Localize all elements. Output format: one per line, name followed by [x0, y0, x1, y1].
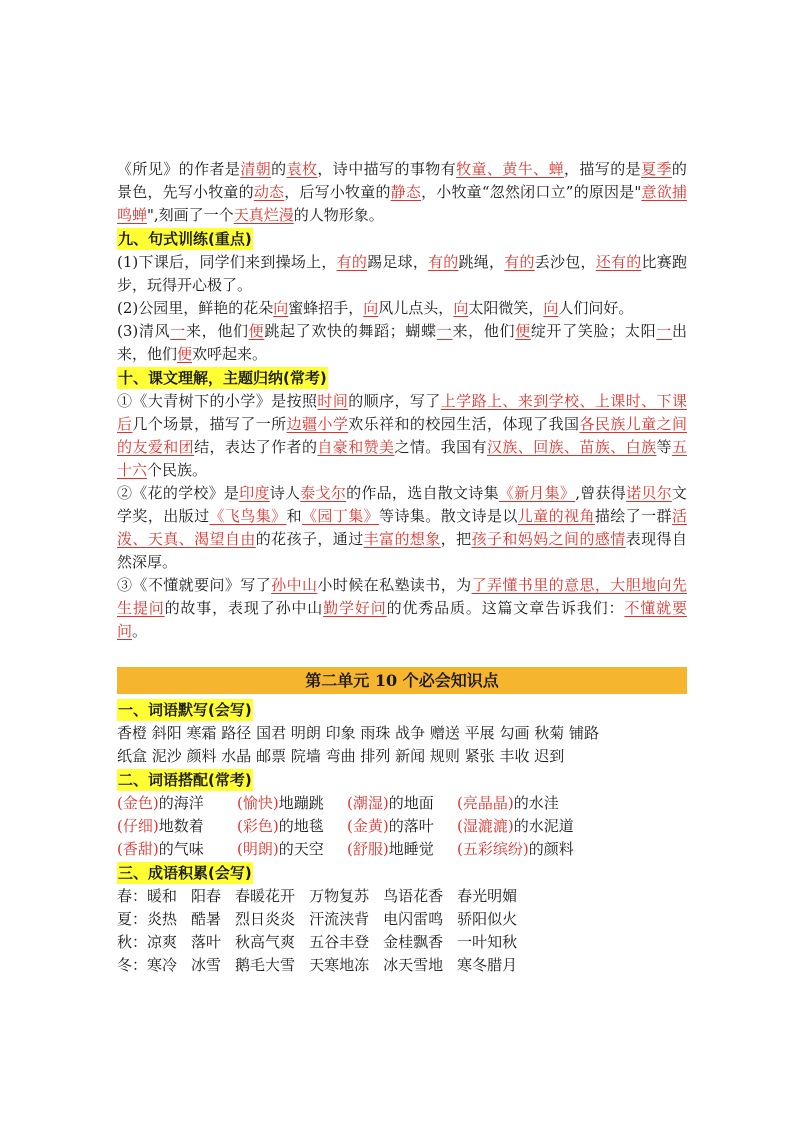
idiom: 阳春 [191, 887, 222, 905]
collocation-noun: 地数着 [158, 817, 204, 835]
sec9-item [117, 320, 687, 366]
text-run: ",刻画了一个 [147, 206, 234, 224]
section-9-body [117, 251, 687, 366]
collocation-noun: 地睡觉 [388, 840, 434, 858]
collocation-noun: 的气味 [158, 840, 204, 858]
text-run: 结，表达了作者的 [194, 438, 318, 456]
collocation-item [237, 792, 347, 815]
text-run: 小时候在私塾读书，为 [317, 576, 472, 594]
sec10-item [117, 482, 687, 574]
key-answer: 向 [543, 299, 559, 317]
text-run: ，把 [440, 530, 472, 548]
section-10-body [117, 390, 687, 643]
text-run: 绽开了笑脸；太阳 [530, 322, 657, 340]
key-answer: 还有的 [595, 253, 642, 271]
collocation-noun: 的水洼 [513, 794, 559, 812]
key-answer: 上学路上、来到学校、上课时、下课后 [117, 392, 687, 433]
text-run: 表现得自然深厚。 [117, 530, 687, 571]
text-run: 的优秀品质。这篇文章告诉我们： [386, 599, 625, 617]
key-answer: 丰富的想象 [363, 530, 441, 548]
idiom: 凉爽 [147, 933, 178, 951]
idiom: 电闪雷鸣 [383, 910, 444, 928]
text-run: 个民族。 [147, 461, 208, 479]
key-answer: 清朝 [240, 160, 272, 178]
word-list-line-1: 香橙 斜阳 寒霜 路径 国君 明朗 印象 雨珠 战争 赠送 平展 勾画 秋菊 铺路 [117, 724, 599, 742]
collocation-grid [117, 792, 687, 861]
text-run: 等 [656, 438, 672, 456]
text-run: (3)清风 [117, 322, 171, 340]
collocation-answer: (明朗) [237, 840, 279, 858]
key-answer: 一 [170, 322, 186, 340]
text-run: 。 [132, 622, 148, 640]
text-run: 文学奖，出版过 [117, 484, 687, 525]
key-answer: 儿童的视角 [517, 507, 595, 525]
collocation-answer: (五彩缤纷) [457, 840, 529, 858]
collocation-item [117, 838, 237, 861]
text-run: 太阳微笑， [468, 299, 544, 317]
key-answer: 便 [515, 322, 531, 340]
collocation-item [117, 792, 237, 815]
key-answer: 有的 [504, 253, 535, 271]
text-run: 跳起了欢快的舞蹈；蝴蝶 [264, 322, 437, 340]
text-run: 之情。我国有 [394, 438, 487, 456]
key-answer: 各民族儿童之间的友爱和团 [117, 415, 687, 456]
idiom-row [117, 931, 687, 954]
key-answer: 边疆小学 [286, 415, 349, 433]
collocation-answer: (仔细) [117, 817, 159, 835]
key-answer: 泰戈尔 [300, 484, 347, 502]
text-run: 比赛跑步，玩得开心极了。 [117, 253, 687, 294]
collocation-item [347, 792, 457, 815]
key-answer: 向 [273, 299, 289, 317]
text-run: 风儿点头， [378, 299, 454, 317]
text-run: 的顺序，写了 [348, 392, 441, 410]
collocation-item [117, 815, 237, 838]
sec10-item [117, 574, 687, 643]
key-answer: 意欲捕鸣蝉 [117, 183, 687, 224]
idiom: 落叶 [191, 933, 222, 951]
key-answer: 印度 [239, 484, 270, 502]
season-label: 春： [117, 887, 148, 905]
text-run: (1)下课后，同学们来到操场上， [117, 253, 337, 271]
idiom: 酷暑 [191, 910, 222, 928]
text-run: 《所见》的作者是 [117, 160, 241, 178]
sec9-item [117, 297, 687, 320]
key-answer: 便 [248, 322, 265, 340]
collocation-noun: 的天空 [278, 840, 324, 858]
collocation-answer: (湿漉漉) [457, 817, 514, 835]
text-run: 来，他们 [452, 322, 516, 340]
collocation-answer: (亮晶晶) [457, 794, 514, 812]
idiom: 汗流浃背 [309, 910, 370, 928]
text-run: 踢足球， [367, 253, 429, 271]
idiom: 寒冬腊月 [457, 956, 518, 974]
section-10-heading: 十、课文理解，主题归纳(常考) [118, 369, 327, 387]
idiom: 鹅毛大雪 [235, 956, 296, 974]
collocation-item [457, 815, 687, 838]
key-answer: 《飞鸟集》 [209, 507, 287, 525]
key-answer: 活泼、天真、渴望自由 [117, 507, 687, 548]
key-answer: 不懂就要问 [117, 599, 687, 640]
unit-2-part-2-heading: 二、词语搭配(常考) [118, 771, 252, 789]
idiom: 寒冷 [147, 956, 178, 974]
text-run: 欢呼起来。 [192, 345, 268, 363]
key-answer: 向 [453, 299, 469, 317]
text-run: 出来，他们 [117, 322, 687, 363]
text-run: ①《大青树下的小学》是按照 [117, 392, 318, 410]
key-answer: 有的 [428, 253, 459, 271]
collocation-item [457, 792, 687, 815]
text-run: 的 [271, 160, 287, 178]
key-answer: 向 [363, 299, 379, 317]
collocation-item [347, 838, 457, 861]
key-answer: 便 [177, 345, 193, 363]
idiom: 鸟语花香 [383, 887, 444, 905]
section-9-heading: 九、句式训练(重点) [118, 230, 252, 248]
season-label: 冬： [117, 956, 148, 974]
idiom-row [117, 885, 687, 908]
key-answer: 孙中山 [271, 576, 318, 594]
idiom: 冰雪 [191, 956, 222, 974]
text-run: 等诗集。散文诗是以 [379, 507, 518, 525]
intro-paragraph [117, 158, 687, 227]
key-answer: 有的 [336, 253, 368, 271]
idiom-list [117, 885, 687, 977]
key-answer: 汉族、回族、苗族、白族 [486, 438, 657, 456]
collocation-answer: (彩色) [237, 817, 279, 835]
text-run: ②《花的学校》是 [117, 484, 240, 502]
collocation-answer: (愉快) [237, 794, 279, 812]
idiom-row [117, 908, 687, 931]
idiom: 一叶知秋 [457, 933, 518, 951]
key-answer: 袁枚 [286, 160, 318, 178]
text-run: 的人物形象。 [293, 206, 384, 224]
collocation-noun: 的海洋 [158, 794, 204, 812]
key-answer: 静态 [390, 183, 422, 201]
idiom: 春光明媚 [457, 887, 518, 905]
idiom: 炎热 [147, 910, 178, 928]
sec9-item [117, 251, 687, 297]
text-run: 蜜蜂招手， [288, 299, 364, 317]
collocation-item [237, 815, 347, 838]
text-run: 的景色，先写小牧童的 [117, 160, 687, 201]
text-run: 欢乐祥和的校园生活，体现了我国 [348, 415, 580, 433]
key-answer: 牧童、黄牛、蝉 [456, 160, 564, 178]
text-run: ，诗中描写的事物有 [317, 160, 457, 178]
collocation-answer: (潮湿) [347, 794, 389, 812]
key-answer: 诺贝尔 [626, 484, 672, 502]
unit-2-banner: 第二单元 10 个必会知识点 [117, 667, 687, 694]
collocation-item [347, 815, 457, 838]
document-page [117, 158, 687, 977]
collocation-noun: 的地面 [388, 794, 434, 812]
idiom: 暖和 [147, 887, 178, 905]
idiom: 秋高气爽 [235, 933, 296, 951]
collocation-noun: 的落叶 [388, 817, 434, 835]
collocation-noun: 的地毯 [278, 817, 324, 835]
key-answer: 动态 [253, 183, 285, 201]
idiom: 五谷丰登 [309, 933, 370, 951]
key-answer: 一 [656, 322, 672, 340]
collocation-answer: (金色) [117, 794, 159, 812]
key-answer: 了弄懂书里的意思，大胆地向先生提问 [117, 576, 687, 617]
collocation-answer: (金黄) [347, 817, 389, 835]
idiom-row [117, 954, 687, 977]
text-run: 和 [286, 507, 302, 525]
text-run: ，小牧童“忽然闭口立”的原因是" [421, 183, 642, 201]
key-answer: 自豪和赞美 [317, 438, 395, 456]
key-answer: 孩子和妈妈之间的感情 [471, 530, 626, 548]
idiom: 烈日炎炎 [235, 910, 296, 928]
word-list-line-2: 纸盒 泥沙 颜料 水晶 邮票 院墙 弯曲 排列 新闻 规则 紧张 丰收 迟到 [117, 747, 565, 765]
text-run: 来，他们 [185, 322, 249, 340]
text-run: 描绘了一群 [594, 507, 672, 525]
text-run: 几个场景，描写了一所 [132, 415, 287, 433]
sec10-item [117, 390, 687, 482]
text-run: ③《不懂就要问》写了 [117, 576, 272, 594]
key-answer: 时间 [317, 392, 349, 410]
text-run: 的作品，选自散文诗集 [346, 484, 499, 502]
text-run: 人们问好。 [558, 299, 634, 317]
collocation-answer: (舒服) [347, 840, 389, 858]
key-answer: 《园丁集》 [301, 507, 380, 525]
key-answer: 夏季 [641, 160, 672, 178]
text-run: 丢沙包， [534, 253, 596, 271]
text-run: 诗人 [269, 484, 301, 502]
key-answer: 《新月集》 [498, 484, 576, 502]
text-run: ,曾获得 [575, 484, 627, 502]
idiom: 冰天雪地 [383, 956, 444, 974]
idiom: 金桂飘香 [383, 933, 444, 951]
unit-2-part-1-heading: 一、词语默写(会写) [118, 701, 252, 719]
collocation-noun: 地蹦跳 [278, 794, 324, 812]
text-run: (2)公园里，鲜艳的花朵 [117, 299, 274, 317]
idiom: 骄阳似火 [457, 910, 518, 928]
season-label: 秋： [117, 933, 148, 951]
text-run: 跳绳， [458, 253, 505, 271]
text-run: 的故事，表现了孙中山 [164, 599, 324, 617]
collocation-item [457, 838, 687, 861]
collocation-noun: 的颜料 [528, 840, 574, 858]
idiom: 春暖花开 [235, 887, 296, 905]
collocation-noun: 的水泥道 [513, 817, 574, 835]
text-run: 的花孩子，通过 [255, 530, 364, 548]
key-answer: 勤学好问 [323, 599, 387, 617]
season-label: 夏： [117, 910, 148, 928]
text-run: ，后写小牧童的 [284, 183, 391, 201]
idiom: 万物复苏 [309, 887, 370, 905]
idiom: 天寒地冻 [309, 956, 370, 974]
key-answer: 五十六 [117, 438, 687, 479]
collocation-item [237, 838, 347, 861]
unit-2-part-3-heading: 三、成语积累(会写) [118, 864, 252, 882]
text-run: ，描写的是 [564, 160, 642, 178]
key-answer: 天真烂漫 [233, 206, 294, 224]
collocation-answer: (香甜) [117, 840, 159, 858]
key-answer: 一 [436, 322, 453, 340]
